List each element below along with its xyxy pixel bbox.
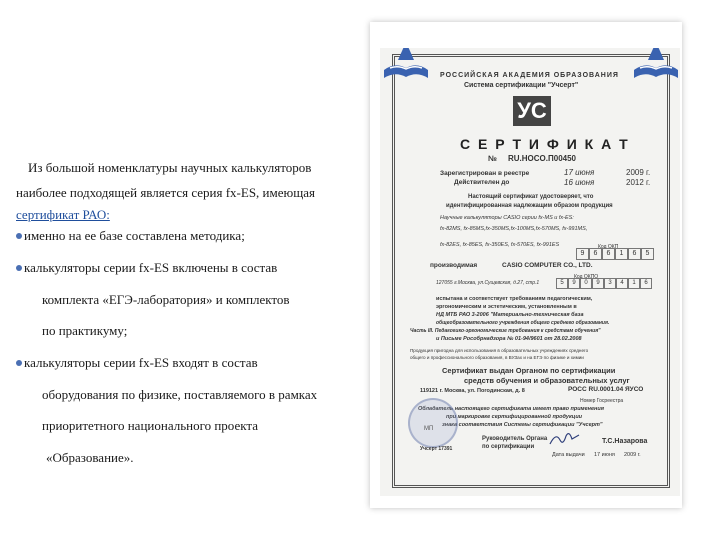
cert-okpo-label: Код ОКПО — [574, 274, 599, 280]
okpo-digit: 0 — [580, 278, 592, 289]
cert-org-address: 119121 г. Москва, ул. Погодинская, д. 8 — [420, 388, 525, 394]
okp-digit: 1 — [615, 248, 628, 260]
cert-address: 127055 г.Москва, ул.Сущевская, д.27, стр.1 — [436, 280, 540, 286]
okp-digit: 6 — [589, 248, 602, 260]
cert-number: RU.HOCO.П00450 — [508, 154, 576, 163]
cert-system: Система сертификации "Учсерт" — [464, 82, 579, 89]
bullet-item-3-line-4: «Образование». — [46, 450, 134, 465]
cert-issue-date-label: Дата выдачи — [552, 452, 585, 458]
emblem-left-icon — [380, 48, 432, 88]
okpo-digit: 3 — [604, 278, 616, 289]
cert-valid-date: 16 июня — [564, 178, 595, 187]
cert-registered-year: 2009 г. — [626, 168, 651, 177]
cert-product-1: Научные калькуляторы CASIO серии fx-MS и fx-ES: — [440, 215, 574, 221]
bullet-icon — [16, 360, 22, 366]
cert-result-2: эргономическим и эстетическим, установленным в — [436, 304, 577, 310]
bullet-icon — [16, 233, 22, 239]
bullet-item-1 — [16, 228, 245, 244]
intro-line-2: наиболее подходящей является серия fx-ES, имеющая — [16, 185, 315, 200]
cert-registered-date: 17 июня — [564, 168, 595, 177]
cert-seal-text: МП — [424, 426, 434, 432]
cert-head-label-2: по сертификации — [482, 444, 535, 450]
cert-okp-digits — [576, 248, 654, 260]
cert-produced-label: производимая — [430, 262, 478, 269]
cert-product-3: fx-82ES, fx-85ES, fx-350ES, fx-570ES, fx-991ES — [440, 242, 560, 248]
okpo-digit: 9 — [568, 278, 580, 289]
certificate-link[interactable]: сертификат РАО: — [16, 207, 110, 222]
okpo-digit: 5 — [556, 278, 568, 289]
cert-result-4: общеобразовательного учреждения общего среднего образования. — [436, 320, 610, 326]
signature-icon — [548, 430, 582, 448]
cert-product-2: fx-82MS, fx-85MS,fx-350MS,fx-100MS,fx-570MS, fx-991MS, — [440, 226, 588, 232]
bullet-item-2-text: калькуляторы серии fx-ES включены в состав — [24, 260, 278, 275]
cert-academy: РОССИЙСКАЯ АКАДЕМИЯ ОБРАЗОВАНИЯ — [440, 72, 619, 79]
cert-result-3: НД МТБ РАО 3-2006 "Материально-техническая база — [436, 312, 584, 318]
bullet-item-2 — [16, 260, 277, 276]
cert-logo — [513, 96, 551, 126]
intro-line-1: Из большой номенклатуры научных калькуляторов — [28, 160, 312, 175]
cert-statement-1: Настоящий сертификат удостоверяет, что — [468, 194, 594, 200]
cert-usage-2: общего и профессионального образования, в ВУЗах и на ЕГЭ по физике и химии — [410, 355, 584, 360]
cert-holder-1: Обладатель настоящего сертификата имеет право применения — [418, 406, 604, 412]
okpo-digit: 9 — [592, 278, 604, 289]
okpo-digit: 6 — [640, 278, 652, 289]
okp-digit: 6 — [628, 248, 641, 260]
bullet-item-2-line-2: комплекта «ЕГЭ-лаборатория» и комплектов — [42, 292, 290, 307]
cert-okpo-digits — [556, 278, 652, 289]
cert-valid-year: 2012 г. — [626, 178, 651, 187]
bullet-item-1-text: именно на ее базе составлена методика; — [24, 228, 245, 243]
cert-org-reg-label: Номер Госреестра — [580, 398, 624, 404]
cert-result-5: Часть III. Педагогико-эргономические требования к средствам обучения" — [410, 328, 601, 334]
cert-issued-2: средств обучения и образовательных услуг — [464, 376, 630, 385]
cert-issue-year: 2009 г. — [624, 452, 641, 458]
bullet-icon — [16, 265, 22, 271]
bullet-item-3 — [16, 355, 258, 371]
cert-holder-3: знака соответствия Системы сертификации "Учсерт" — [442, 422, 603, 428]
okp-digit: 6 — [602, 248, 615, 260]
cert-valid-label: Действителен до — [454, 179, 510, 186]
cert-number-label: № — [488, 154, 497, 163]
okp-digit: 9 — [576, 248, 589, 260]
cert-manufacturer: CASIO COMPUTER CO., LTD. — [502, 262, 593, 269]
cert-usage-1: Продукция пригодна для использования в образовательных учреждениях среднего — [410, 348, 589, 353]
bullet-item-3-line-2: оборудования по физике, поставляемого в рамках — [42, 387, 318, 402]
bullet-item-2-line-3: по практикуму; — [42, 323, 128, 338]
bullet-item-3-line-3: приоритетного национального проекта — [42, 418, 258, 433]
certificate-image — [380, 48, 680, 496]
emblem-right-icon — [630, 48, 680, 88]
okpo-digit: 1 — [628, 278, 640, 289]
cert-registered-label: Зарегистрирован в реестре — [440, 170, 530, 177]
cert-org-reg: РОСС RU.0001.04 ЯУСО — [568, 386, 644, 393]
cert-title: С Е Р Т И Ф И К А Т — [460, 136, 630, 152]
cert-head-name: Т.С.Назарова — [602, 438, 648, 445]
cert-result-6: и Письме Рособрнадзора № 01-94/9601 от 28.02.2008 — [436, 336, 582, 342]
cert-statement-2: идентифицированная надлежащим образом продукция — [446, 203, 613, 209]
okpo-digit: 4 — [616, 278, 628, 289]
okp-digit: 5 — [641, 248, 654, 260]
cert-issue-date: 17 июня — [594, 452, 615, 458]
cert-okp-label: Код ОКП — [598, 244, 619, 250]
cert-issued-1: Сертификат выдан Органом по сертификации — [442, 366, 616, 375]
bullet-item-3-text: калькуляторы серии fx-ES входят в состав — [24, 355, 258, 370]
cert-form-number: Учсерт 17391 — [420, 446, 453, 452]
cert-result-1: испытана и соответствует требованиям педагогическим, — [436, 296, 593, 302]
cert-head-label-1: Руководитель Органа — [482, 436, 548, 442]
cert-holder-2: при маркировке сертифицированной продукции — [446, 414, 583, 420]
cert-logo-text: УС — [517, 98, 547, 123]
cert-seal — [408, 398, 458, 448]
